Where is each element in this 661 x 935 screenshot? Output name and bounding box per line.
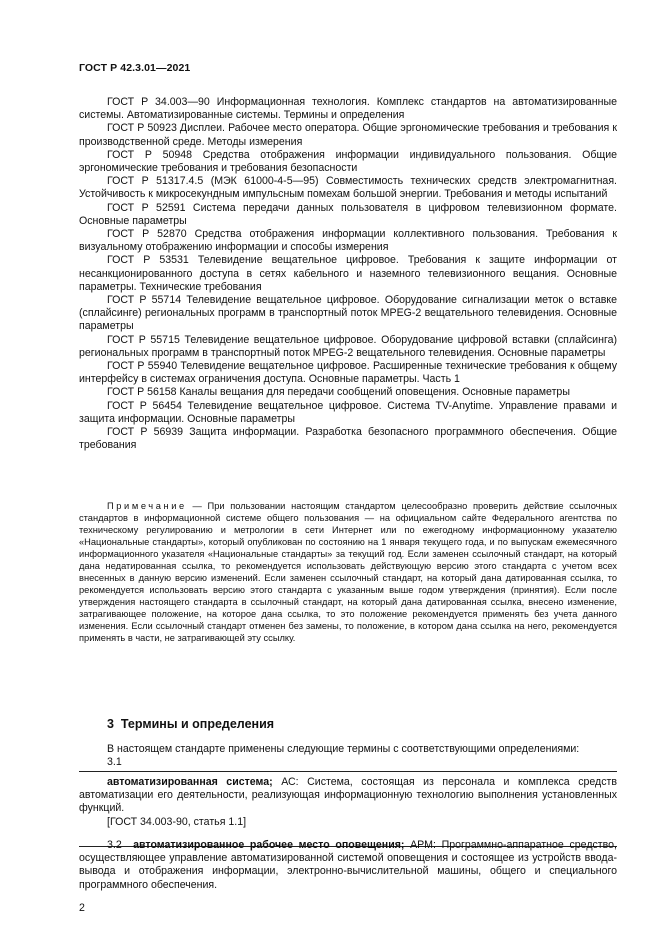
reference-item: ГОСТ Р 51317.4.5 (МЭК 61000-4-5—95) Совместимость технических средств электромагнитная. Устойчивость к микросекундным импульсным помехам большой энергии. Требования и методы испытаний (79, 175, 617, 201)
reference-item: ГОСТ Р 50923 Дисплеи. Рабочее место оператора. Общие эргономические требования и требования к производственной среде. Методы измерения (79, 122, 617, 148)
reference-item: ГОСТ Р 55715 Телевидение вещательное цифровое. Оборудование цифровой вставки (сплайсинга) региональных программ в транспортный поток MPEG-2 вещательного телевидения. Основные параметры (79, 333, 617, 359)
term-definition-paragraph (79, 776, 617, 816)
term-name: автоматизированное рабочее место оповещения; (133, 839, 405, 851)
document-header: ГОСТ Р 42.3.01—2021 (79, 62, 191, 74)
note-block (79, 500, 617, 644)
reference-item: ГОСТ Р 52870 Средства отображения информации коллективного пользования. Требования к визуальному отображению информации и способы измерения (79, 228, 617, 254)
section-title: Термины и определения (120, 717, 275, 731)
intro-text: В настоящем стандарте применены следующие термины с соответствующими определениями: (107, 743, 580, 755)
term-name: автоматизированная система; (107, 776, 273, 788)
note-paragraph (79, 500, 617, 644)
reference-item: ГОСТ Р 56454 Телевидение вещательное цифровое. Система TV-Anytime. Управление правами и защита информации. Основные параметры (79, 399, 617, 425)
reference-item: ГОСТ Р 53531 Телевидение вещательное цифровое. Требования к защите информации от несанкционированного доступа в сетях кабельного и наземного телевизионного вещания. Основные параметры. Технические требования (79, 254, 617, 293)
reference-item: ГОСТ Р 55714 Телевидение вещательное цифровое. Оборудование сигнализации меток о вставке (сплайсинге) региональных программ в транспортный поток MPEG-2 вещательного телевидения. Основные параметры (79, 294, 617, 333)
reference-item: ГОСТ Р 56939 Защита информации. Разработка безопасного программного обеспечения. Общие требования (79, 426, 617, 452)
reference-item: ГОСТ Р 52591 Система передачи данных пользователя в цифровом телевизионном формате. Основные параметры (79, 201, 617, 227)
note-text: — При пользовании настоящим стандартом целесообразно проверить действие ссылочных стандартов в информационной системе общего пользования — на официальном сайте Федерального агентства по техническому регулированию и метрологии в сети Интернет или по ежегодному информационному указателю «Национальные стандарты», который опубликован по состоянию на 1 января текущего года, и по выпускам ежемесячного информационного указателя «Национальные стандарты» за текущий год. Если заменен ссылочный стандарт, на который дана недатированная ссылка, то рекомендуется использовать действующую версию этого стандарта с учетом всех внесенных в данную версию изменений. Если заменен ссылочный стандарт, на который дана датированная ссылка, то рекомендуется использовать версию этого стандарта с указанным выше годом утверждения (принятия). Если после утверждения настоящего стандарта в ссылочный стандарт, на который дана датированная ссылка, внесено изменение, затрагивающее положение, на которое дана ссылка, то это положение рекомендуется применять без учета данного изменения. Если ссылочный стандарт отменен без замены, то положение, в котором дана ссылка на него, рекомендуется применять в части, не затрагивающей эту ссылку. (79, 501, 617, 643)
term-definition-2 (79, 839, 617, 892)
term-body: АС: Система, состоящая из персонала и комплекса средств автоматизации его деятельности, реализующая информационную технологию выполнения установленных функций. (79, 776, 617, 815)
section-intro (79, 743, 617, 769)
normative-references-list (79, 96, 617, 452)
section-number: 3 (107, 717, 114, 731)
term-source: [ГОСТ 34.003-90, статья 1.1] (107, 815, 247, 828)
reference-item: ГОСТ Р 34.003—90 Информационная технология. Комплекс стандартов на автоматизированные системы. Автоматизированные системы. Термины и определения (79, 96, 617, 122)
reference-item: ГОСТ Р 55940 Телевидение вещательное цифровое. Расширенные технические требования к общему интерфейсу в системах ограничения доступа. Основные параметры. Часть 1 (79, 360, 617, 386)
reference-item: ГОСТ Р 50948 Средства отображения информации индивидуального пользования. Общие эргономические требования и требования безопасности (79, 148, 617, 175)
section-heading (107, 717, 274, 731)
term-definition-1 (79, 776, 617, 829)
term-definition-paragraph (79, 839, 617, 892)
note-label: Примечание (107, 501, 187, 511)
term-number: 3.2 (107, 839, 122, 851)
reference-item: ГОСТ Р 56158 Каналы вещания для передачи сообщений оповещения. Основные параметры (107, 386, 570, 399)
page-number: 2 (79, 902, 85, 914)
term-body: АРМ: Программно-аппаратное средство, осуществляющее управление автоматизированной системой оповещения и состоящее из устройств ввода-вывода и отображения информации, электронно-вычислительной машины, общего и специального программного обеспечения. (79, 839, 617, 891)
term-number: 3.1 (107, 756, 122, 769)
